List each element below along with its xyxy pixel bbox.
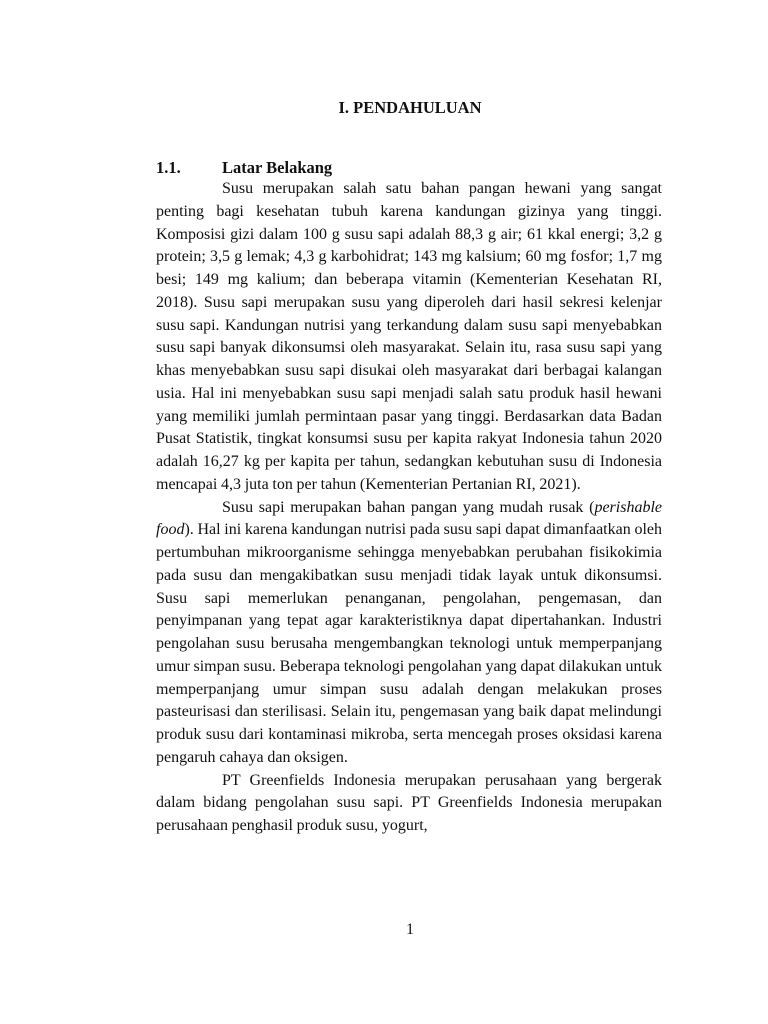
section-heading (156, 156, 332, 180)
page-number: 1 (406, 921, 414, 938)
paragraph-text: Susu merupakan salah satu bahan pangan hewani yang sangat penting bagi kesehatan tubuh karena kandungan gizinya yang tinggi. Komposisi gizi dalam 100 g susu sapi adalah 88,3 g air; 61 kkal energi; 3,2 g protein; 3,5 g lemak; 4,3 g karbohidrat; 143 mg kalsium; 60 mg fosfor; 1,7 mg besi; 149 mg kalium; dan beberapa vitamin (Kementerian Kesehatan RI, 2018). Susu sapi merupakan susu yang diperoleh dari hasil sekresi kelenjar susu sapi. Kandungan nutrisi yang terkandung dalam susu sapi menyebabkan susu sapi banyak dikonsumsi oleh masyarakat. Selain itu, rasa susu sapi yang khas menyebabkan susu sapi disukai oleh masyarakat dari berbagai kalangan usia. Hal ini menyebabkan susu sapi menjadi salah satu produk hasil hewani yang memiliki jumlah permintaan pasar yang tinggi. Berdasarkan data Badan Pusat Statistik, tingkat konsumsi susu per kapita rakyat Indonesia tahun 2020 adalah 16,27 kg per kapita per tahun, sedangkan kebutuhan susu di Indonesia mencapai 4,3 juta ton per tahun (Kementerian Pertanian RI, 2021). (156, 180, 662, 493)
section-number: 1.1. (156, 158, 181, 177)
paragraph (156, 178, 662, 497)
section-title: Latar Belakang (222, 158, 333, 177)
paragraph-text: PT Greenfields Indonesia merupakan perusahaan yang bergerak dalam bidang pengolahan susu sapi. PT Greenfields Indonesia merupakan perusahaan penghasil produk susu, yogurt, (156, 771, 662, 834)
paragraph (156, 770, 662, 838)
body-text (156, 178, 662, 838)
chapter-title: I. PENDAHULUAN (338, 98, 482, 117)
italic-term: perishable food (156, 498, 662, 539)
paragraph-text: Susu sapi merupakan bahan pangan yang mudah rusak ( (222, 498, 595, 516)
paragraph-text: ). Hal ini karena kandungan nutrisi pada susu sapi dapat dimanfaatkan oleh pertumbuhan mikroorganisme sehingga menyebabkan perubahan fisikokimia pada susu dan mengakibatkan susu menjadi tidak layak untuk dikonsumsi. Susu sapi memerlukan penanganan, pengolahan, pengemasan, dan penyimpanan yang tepat agar karakteristiknya dapat dipertahankan. Industri pengolahan susu berusaha mengembangkan teknologi untuk memperpanjang umur simpan susu. Beberapa teknologi pengolahan yang dapat dilakukan untuk memperpanjang umur simpan susu adalah dengan melakukan proses pasteurisasi dan sterilisasi. Selain itu, pengemasan yang baik dapat melindungi produk susu dari kontaminasi mikroba, serta mencegah proses oksidasi karena pengaruh cahaya dan oksigen. (156, 521, 662, 766)
paragraph (156, 497, 662, 770)
